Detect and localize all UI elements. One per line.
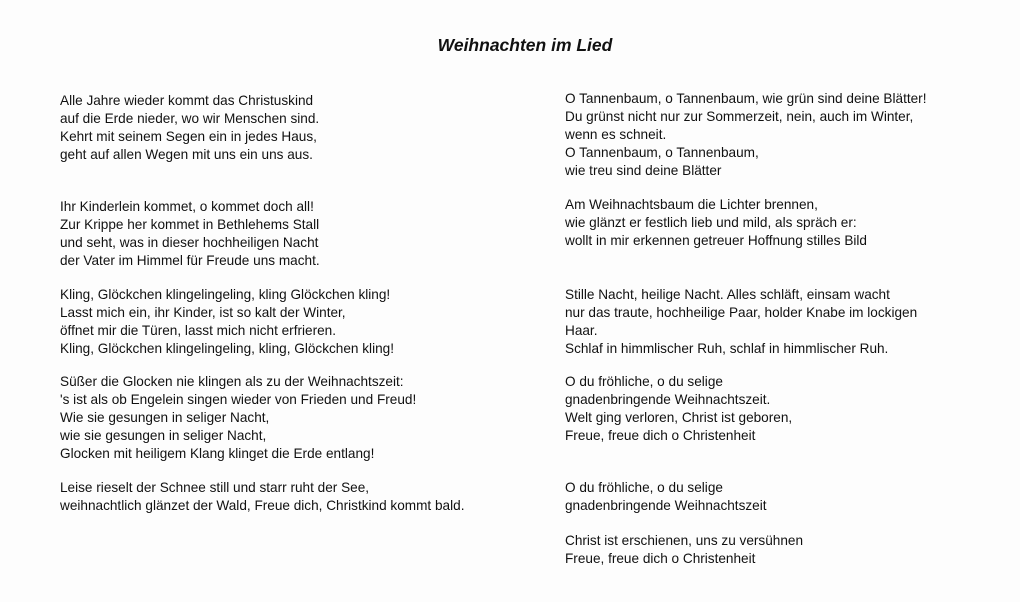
stanza-am-weihnachtsbaum <box>565 196 1015 250</box>
verse-line: Du grünst nicht nur zur Sommerzeit, nein, auch im Winter, <box>565 109 914 124</box>
verse-line: wie treu sind deine Blätter <box>565 163 722 178</box>
verse-line: O du fröhliche, o du selige <box>565 374 723 389</box>
verse-line: Alle Jahre wieder kommt das Christuskind <box>60 93 314 108</box>
verse-line: weihnachtlich glänzet der Wald, Freue dich, Christkind kommt bald. <box>60 498 465 513</box>
stanza-suesser-die-glocken <box>60 373 530 463</box>
verse-line: gnadenbringende Weihnachtszeit. <box>565 392 771 407</box>
stanza-ihr-kinderlein <box>60 198 530 270</box>
stanza-leise-rieselt <box>60 479 530 515</box>
verse-line: und seht, was in dieser hochheiligen Nacht <box>60 235 319 250</box>
verse-line: öffnet mir die Türen, lasst mich nicht erfrieren. <box>60 323 337 338</box>
verse-line: wollt in mir erkennen getreuer Hoffnung stilles Bild <box>565 233 867 248</box>
verse-line: Zur Krippe her kommet in Bethlehems Stall <box>60 217 320 232</box>
verse-line: Schlaf in himmlischer Ruh, schlaf in himmlischer Ruh. <box>565 341 889 356</box>
verse-line: Kehrt mit seinem Segen ein in jedes Haus, <box>60 129 317 144</box>
stanza-stille-nacht <box>565 286 1015 358</box>
verse-line: Leise rieselt der Schnee still und starr ruht der See, <box>60 480 370 495</box>
page-title: Weihnachten im Lied <box>437 35 613 55</box>
verse-line: Welt ging verloren, Christ ist geboren, <box>565 410 793 425</box>
verse-line: nur das traute, hochheilige Paar, holder Knabe im lockigen <box>565 305 918 320</box>
verse-line: Freue, freue dich o Christenheit <box>565 428 756 443</box>
verse-line: Haar. <box>565 323 598 338</box>
stanza-christ-ist-erschienen <box>565 532 1015 568</box>
stanza-alle-jahre-wieder <box>60 92 530 164</box>
verse-line: O du fröhliche, o du selige <box>565 480 723 495</box>
verse-line: Freue, freue dich o Christenheit <box>565 551 756 566</box>
verse-line: O Tannenbaum, o Tannenbaum, wie grün sind deine Blätter! <box>565 91 927 106</box>
verse-line: Ihr Kinderlein kommet, o kommet doch all! <box>60 199 314 214</box>
verse-line: Kling, Glöckchen klingelingeling, kling Glöckchen kling! <box>60 287 391 302</box>
verse-line: der Vater im Himmel für Freude uns macht. <box>60 253 320 268</box>
stanza-kling-gloeckchen <box>60 286 530 358</box>
verse-line: Wie sie gesungen in seliger Nacht, <box>60 410 270 425</box>
verse-line: wie sie gesungen in seliger Nacht, <box>60 428 267 443</box>
verse-line: gnadenbringende Weihnachtszeit <box>565 498 767 513</box>
verse-line: 's ist als ob Engelein singen wieder von Frieden und Freud! <box>60 392 417 407</box>
verse-line: Kling, Glöckchen klingelingeling, kling, Glöckchen kling! <box>60 341 394 356</box>
verse-line: wenn es schneit. <box>565 127 667 142</box>
stanza-o-du-froehliche-1 <box>565 373 1015 445</box>
stanza-o-tannenbaum <box>565 90 1015 180</box>
verse-line: O Tannenbaum, o Tannenbaum, <box>565 145 759 160</box>
verse-line: Süßer die Glocken nie klingen als zu der Weihnachtszeit: <box>60 374 404 389</box>
verse-line: Am Weihnachtsbaum die Lichter brennen, <box>565 197 818 212</box>
stanza-o-du-froehliche-2 <box>565 479 1015 515</box>
verse-line: auf die Erde nieder, wo wir Menschen sind. <box>60 111 320 126</box>
verse-line: geht auf allen Wegen mit uns ein uns aus. <box>60 147 313 162</box>
verse-line: Stille Nacht, heilige Nacht. Alles schläft, einsam wacht <box>565 287 890 302</box>
verse-line: Glocken mit heiligem Klang klinget die Erde entlang! <box>60 446 375 461</box>
verse-line: wie glänzt er festlich lieb und mild, als spräch er: <box>565 215 857 230</box>
verse-line: Christ ist erschienen, uns zu versühnen <box>565 533 804 548</box>
verse-line: Lasst mich ein, ihr Kinder, ist so kalt der Winter, <box>60 305 346 320</box>
